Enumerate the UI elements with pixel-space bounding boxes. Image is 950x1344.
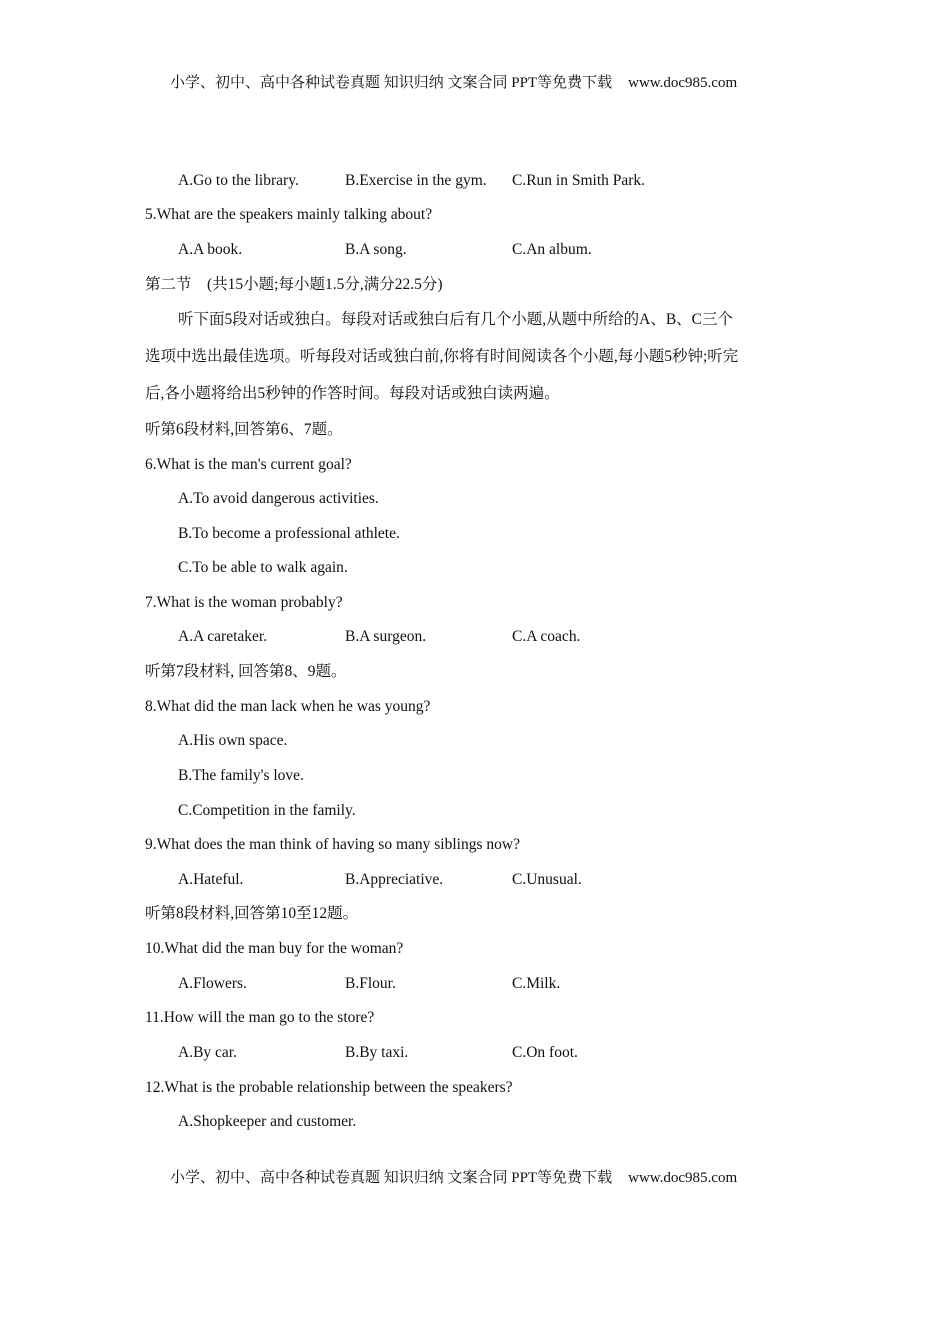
q9-option-a: A.Hateful. xyxy=(178,871,244,888)
q10-option-b: B.Flour. xyxy=(345,975,396,992)
instructions-line-3: 后,各小题将给出5秒钟的作答时间。每段对话或独白读两遍。 xyxy=(145,385,560,402)
q6-option-c: C.To be able to walk again. xyxy=(178,559,348,576)
q7-option-c: C.A coach. xyxy=(512,628,581,645)
footer-text: 小学、初中、高中各种试卷真题 知识归纳 文案合同 PPT等免费下载 xyxy=(170,1170,613,1186)
q10-option-a: A.Flowers. xyxy=(178,975,247,992)
q5-option-c: C.An album. xyxy=(512,241,592,258)
header-text: 小学、初中、高中各种试卷真题 知识归纳 文案合同 PPT等免费下载 xyxy=(170,75,613,91)
q4-option-b: B.Exercise in the gym. xyxy=(345,172,487,189)
q5-option-b: B.A song. xyxy=(345,241,407,258)
question-7: 7.What is the woman probably? xyxy=(145,594,343,611)
question-12: 12.What is the probable relationship between the speakers? xyxy=(145,1079,513,1096)
q8-option-c: C.Competition in the family. xyxy=(178,802,356,819)
material-8-heading: 听第8段材料,回答第10至12题。 xyxy=(145,905,359,922)
q6-option-b: B.To become a professional athlete. xyxy=(178,525,400,542)
q7-option-b: B.A surgeon. xyxy=(345,628,427,645)
page-footer xyxy=(170,1168,737,1188)
question-10: 10.What did the man buy for the woman? xyxy=(145,940,404,957)
q4-option-a: A.Go to the library. xyxy=(178,172,299,189)
q6-option-a: A.To avoid dangerous activities. xyxy=(178,490,379,507)
q11-option-b: B.By taxi. xyxy=(345,1044,409,1061)
question-6: 6.What is the man's current goal? xyxy=(145,456,352,473)
instructions-line-2: 选项中选出最佳选项。听每段对话或独白前,你将有时间阅读各个小题,每小题5秒钟;听完 xyxy=(145,348,739,365)
header-site-link[interactable]: www.doc985.com xyxy=(628,75,738,91)
q8-option-a: A.His own space. xyxy=(178,732,288,749)
q10-option-c: C.Milk. xyxy=(512,975,561,992)
q11-option-c: C.On foot. xyxy=(512,1044,578,1061)
q8-option-b: B.The family's love. xyxy=(178,767,304,784)
q12-option-a: A.Shopkeeper and customer. xyxy=(178,1113,357,1130)
q5-option-a: A.A book. xyxy=(178,241,243,258)
q9-option-c: C.Unusual. xyxy=(512,871,582,888)
instructions-line-1: 听下面5段对话或独白。每段对话或独白后有几个小题,从题中所给的A、B、C三个 xyxy=(178,311,733,328)
material-6-heading: 听第6段材料,回答第6、7题。 xyxy=(145,421,343,438)
question-11: 11.How will the man go to the store? xyxy=(145,1009,375,1026)
q7-option-a: A.A caretaker. xyxy=(178,628,268,645)
question-8: 8.What did the man lack when he was young? xyxy=(145,698,431,715)
section-2-title: 第二节 (共15小题;每小题1.5分,满分22.5分) xyxy=(145,276,443,293)
material-7-heading: 听第7段材料, 回答第8、9题。 xyxy=(145,663,347,680)
q4-option-c: C.Run in Smith Park. xyxy=(512,172,646,189)
q11-option-a: A.By car. xyxy=(178,1044,237,1061)
question-5: 5.What are the speakers mainly talking about? xyxy=(145,206,433,223)
page-header xyxy=(170,73,737,93)
q9-option-b: B.Appreciative. xyxy=(345,871,444,888)
footer-site-link[interactable]: www.doc985.com xyxy=(628,1170,738,1186)
question-9: 9.What does the man think of having so many siblings now? xyxy=(145,836,520,853)
